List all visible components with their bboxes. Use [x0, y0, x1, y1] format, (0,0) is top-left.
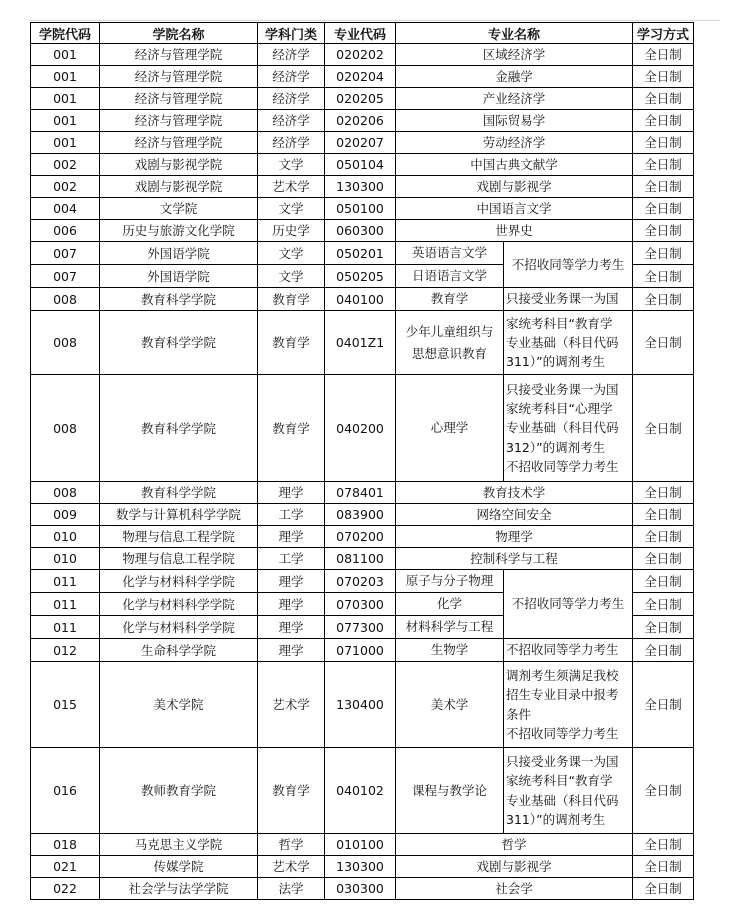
cell-category: 工学: [258, 548, 325, 570]
cell-college-name: 物理与信息工程学院: [100, 526, 258, 548]
cell-major-name: 课程与教学论: [396, 748, 504, 834]
major-name-line: 思想意识教育: [411, 345, 487, 361]
cell-college-name: 经济与管理学院: [100, 110, 258, 132]
cell-major-code: 040200: [325, 375, 396, 482]
cell-category: 教育学: [258, 288, 325, 311]
cell-major-name: 戏剧与影视学: [396, 856, 633, 878]
cell-college-code: 001: [31, 110, 100, 132]
cell-major-name: 区域经济学: [396, 44, 633, 66]
cell-study-mode: 全日制: [633, 88, 694, 110]
cell-study-mode: 全日制: [633, 265, 694, 288]
cell-major-code: 020202: [325, 44, 396, 66]
cell-major-code: 070300: [325, 593, 396, 616]
cell-college-name: 戏剧与影视学院: [100, 176, 258, 198]
note-line: 条件: [506, 706, 532, 722]
cell-study-mode: 全日制: [633, 66, 694, 88]
note-line: 只接受业务课一为国: [506, 381, 619, 397]
note-line: 311）”的调剂考生: [506, 811, 606, 827]
cell-major-name: 教育学: [396, 288, 504, 311]
cell-major-name: 世界史: [396, 220, 633, 242]
cell-college-code: 008: [31, 375, 100, 482]
header-college-code: 学院代码: [31, 23, 100, 44]
note-line: 不招收同等学力考生: [506, 725, 619, 741]
cell-category: 经济学: [258, 132, 325, 154]
cell-major-name: 心理学: [396, 375, 504, 482]
cell-study-mode: 全日制: [633, 878, 694, 900]
cell-category: 艺术学: [258, 662, 325, 748]
cell-study-mode: 全日制: [633, 198, 694, 220]
cell-category: 文学: [258, 154, 325, 176]
cell-major-code: 081100: [325, 548, 396, 570]
cell-college-name: 物理与信息工程学院: [100, 548, 258, 570]
note-line: 家统考科目“教育学: [506, 773, 613, 789]
note-line: 只接受业务课一为国: [506, 754, 619, 770]
cell-major-code: 130300: [325, 856, 396, 878]
cell-major-name: 劳动经济学: [396, 132, 633, 154]
cell-major-code: 070203: [325, 570, 396, 593]
table-row: [31, 154, 694, 176]
cell-category: 历史学: [258, 220, 325, 242]
cell-study-mode: 全日制: [633, 662, 694, 748]
cell-college-code: 001: [31, 66, 100, 88]
cell-note: [504, 570, 633, 639]
note-line: 311）”的调剂考生: [506, 354, 606, 370]
cell-category: 理学: [258, 570, 325, 593]
table-row: [31, 878, 694, 900]
cell-category: 理学: [258, 526, 325, 548]
cell-major-code: 050104: [325, 154, 396, 176]
header-college-name: 学院名称: [100, 23, 258, 44]
cell-study-mode: 全日制: [633, 311, 694, 375]
cell-major-code: 020206: [325, 110, 396, 132]
cell-college-name: 经济与管理学院: [100, 88, 258, 110]
table-row: [31, 526, 694, 548]
cell-study-mode: 全日制: [633, 504, 694, 526]
cell-study-mode: 全日制: [633, 288, 694, 311]
cell-major-code: 060300: [325, 220, 396, 242]
cell-category: 教育学: [258, 311, 325, 375]
cell-college-name: 教育科学学院: [100, 375, 258, 482]
table-row: [31, 220, 694, 242]
cell-category: 经济学: [258, 110, 325, 132]
cell-college-code: 007: [31, 265, 100, 288]
table-row: [31, 504, 694, 526]
table-row: [31, 242, 694, 265]
cell-major-code: 050100: [325, 198, 396, 220]
cell-college-code: 009: [31, 504, 100, 526]
page-top-rule: [30, 20, 720, 21]
cell-major-name: 国际贸易学: [396, 110, 633, 132]
cell-study-mode: 全日制: [633, 748, 694, 834]
cell-college-name: 传媒学院: [100, 856, 258, 878]
cell-college-name: 数学与计算机科学学院: [100, 504, 258, 526]
table-row: [31, 311, 694, 375]
cell-study-mode: 全日制: [633, 616, 694, 639]
cell-college-code: 001: [31, 44, 100, 66]
table-row: [31, 66, 694, 88]
cell-note: [504, 242, 633, 288]
cell-note: [504, 311, 633, 375]
table-row: [31, 482, 694, 504]
table-body: [31, 44, 694, 900]
cell-college-code: 004: [31, 198, 100, 220]
cell-study-mode: 全日制: [633, 110, 694, 132]
cell-note: [504, 748, 633, 834]
admission-table: [30, 22, 694, 900]
cell-category: 文学: [258, 265, 325, 288]
note-line: 专业基础（科目代码: [506, 420, 619, 436]
cell-major-code: 130300: [325, 176, 396, 198]
cell-major-code: 040100: [325, 288, 396, 311]
cell-college-name: 经济与管理学院: [100, 66, 258, 88]
cell-category: 工学: [258, 504, 325, 526]
cell-college-code: 018: [31, 834, 100, 856]
cell-college-name: 文学院: [100, 198, 258, 220]
cell-study-mode: 全日制: [633, 570, 694, 593]
cell-college-name: 化学与材料科学学院: [100, 570, 258, 593]
cell-study-mode: 全日制: [633, 856, 694, 878]
cell-major-code: 050201: [325, 242, 396, 265]
table-row: [31, 834, 694, 856]
note-line: 不招收同等学力考生: [511, 596, 625, 612]
cell-study-mode: 全日制: [633, 44, 694, 66]
cell-major-name: [396, 311, 504, 375]
cell-study-mode: 全日制: [633, 375, 694, 482]
cell-study-mode: 全日制: [633, 834, 694, 856]
note-line: 家统考科目“教育学: [506, 315, 613, 331]
header-major-code: 专业代码: [325, 23, 396, 44]
cell-college-name: 戏剧与影视学院: [100, 154, 258, 176]
cell-category: 文学: [258, 198, 325, 220]
cell-major-name: 生物学: [396, 639, 504, 662]
cell-college-code: 008: [31, 311, 100, 375]
table-row: [31, 748, 694, 834]
cell-category: 理学: [258, 482, 325, 504]
cell-major-code: 071000: [325, 639, 396, 662]
table-row: [31, 88, 694, 110]
cell-study-mode: 全日制: [633, 132, 694, 154]
cell-college-code: 007: [31, 242, 100, 265]
cell-category: 理学: [258, 639, 325, 662]
cell-college-name: 外国语学院: [100, 265, 258, 288]
cell-major-name: 网络空间安全: [396, 504, 633, 526]
cell-college-name: 马克思主义学院: [100, 834, 258, 856]
table-row: [31, 856, 694, 878]
cell-college-code: 006: [31, 220, 100, 242]
cell-major-name: 产业经济学: [396, 88, 633, 110]
cell-college-code: 002: [31, 176, 100, 198]
table-row: [31, 288, 694, 311]
cell-major-name: 材料科学与工程: [396, 616, 504, 639]
cell-major-code: 077300: [325, 616, 396, 639]
cell-category: 理学: [258, 593, 325, 616]
cell-college-code: 011: [31, 570, 100, 593]
major-name-line: 少年儿童组织与: [405, 323, 494, 339]
cell-study-mode: 全日制: [633, 242, 694, 265]
cell-college-code: 012: [31, 639, 100, 662]
cell-major-code: 078401: [325, 482, 396, 504]
note-line: 专业基础（科目代码: [506, 334, 619, 350]
cell-major-code: 040102: [325, 748, 396, 834]
cell-major-name: 日语语言文学: [396, 265, 504, 288]
cell-study-mode: 全日制: [633, 220, 694, 242]
cell-category: 经济学: [258, 66, 325, 88]
cell-college-code: 015: [31, 662, 100, 748]
cell-major-code: 130400: [325, 662, 396, 748]
cell-category: 理学: [258, 616, 325, 639]
cell-college-name: 历史与旅游文化学院: [100, 220, 258, 242]
cell-college-code: 021: [31, 856, 100, 878]
cell-major-code: 020207: [325, 132, 396, 154]
cell-college-code: 008: [31, 482, 100, 504]
cell-study-mode: 全日制: [633, 639, 694, 662]
table-row: [31, 639, 694, 662]
cell-college-code: 001: [31, 132, 100, 154]
cell-category: 哲学: [258, 834, 325, 856]
cell-note: [504, 288, 633, 311]
cell-study-mode: 全日制: [633, 176, 694, 198]
cell-major-name: 物理学: [396, 526, 633, 548]
cell-major-name: 教育技术学: [396, 482, 633, 504]
cell-major-code: 020205: [325, 88, 396, 110]
cell-study-mode: 全日制: [633, 593, 694, 616]
cell-major-code: 050205: [325, 265, 396, 288]
cell-category: 法学: [258, 878, 325, 900]
cell-college-name: 化学与材料科学学院: [100, 593, 258, 616]
header-major-name: 专业名称: [396, 23, 633, 44]
cell-major-code: 083900: [325, 504, 396, 526]
cell-college-code: 008: [31, 288, 100, 311]
note-line: 只接受业务课一为国: [506, 291, 619, 307]
cell-note: [504, 662, 633, 748]
cell-college-name: 化学与材料科学学院: [100, 616, 258, 639]
cell-category: 艺术学: [258, 856, 325, 878]
cell-major-name: 哲学: [396, 834, 633, 856]
cell-major-code: 070200: [325, 526, 396, 548]
cell-college-name: 经济与管理学院: [100, 44, 258, 66]
cell-major-code: 030300: [325, 878, 396, 900]
cell-category: 教育学: [258, 748, 325, 834]
table-row: [31, 375, 694, 482]
cell-category: 艺术学: [258, 176, 325, 198]
cell-college-name: 教育科学学院: [100, 311, 258, 375]
cell-major-name: 中国语言文学: [396, 198, 633, 220]
note-line: 不招收同等学力考生: [506, 642, 619, 658]
cell-major-name: 戏剧与影视学: [396, 176, 633, 198]
cell-college-name: 外国语学院: [100, 242, 258, 265]
note-line: 专业基础（科目代码: [506, 792, 619, 808]
cell-major-name: 中国古典文献学: [396, 154, 633, 176]
note-line: 312）”的调剂考生: [506, 439, 606, 455]
cell-note: [504, 639, 633, 662]
cell-major-name: 英语语言文学: [396, 242, 504, 265]
table-row: [31, 44, 694, 66]
cell-college-code: 011: [31, 616, 100, 639]
cell-study-mode: 全日制: [633, 526, 694, 548]
cell-major-code: 020204: [325, 66, 396, 88]
note-line: 不招收同等学力考生: [511, 256, 625, 272]
cell-major-name: 社会学: [396, 878, 633, 900]
cell-category: 经济学: [258, 44, 325, 66]
cell-college-name: 经济与管理学院: [100, 132, 258, 154]
table-row: [31, 110, 694, 132]
note-line: 家统考科目“心理学: [506, 401, 613, 417]
header-category: 学科门类: [258, 23, 325, 44]
table-header-row: [31, 23, 694, 44]
cell-study-mode: 全日制: [633, 548, 694, 570]
cell-major-name: 原子与分子物理: [396, 570, 504, 593]
cell-major-name: 美术学: [396, 662, 504, 748]
cell-major-code: 010100: [325, 834, 396, 856]
cell-study-mode: 全日制: [633, 482, 694, 504]
cell-college-code: 010: [31, 548, 100, 570]
cell-college-name: 美术学院: [100, 662, 258, 748]
cell-college-code: 002: [31, 154, 100, 176]
cell-college-name: 社会学与法学学院: [100, 878, 258, 900]
cell-category: 文学: [258, 242, 325, 265]
note-line: 不招收同等学力考生: [506, 458, 619, 474]
cell-college-code: 010: [31, 526, 100, 548]
table-row: [31, 198, 694, 220]
cell-college-name: 教师教育学院: [100, 748, 258, 834]
cell-college-code: 016: [31, 748, 100, 834]
cell-note: [504, 375, 633, 482]
cell-college-code: 011: [31, 593, 100, 616]
cell-college-code: 001: [31, 88, 100, 110]
cell-college-name: 生命科学学院: [100, 639, 258, 662]
table-row: [31, 662, 694, 748]
cell-study-mode: 全日制: [633, 154, 694, 176]
cell-major-name: 化学: [396, 593, 504, 616]
table-row: [31, 132, 694, 154]
cell-college-name: 教育科学学院: [100, 482, 258, 504]
cell-college-code: 022: [31, 878, 100, 900]
table-row: [31, 570, 694, 593]
cell-category: 教育学: [258, 375, 325, 482]
cell-major-code: 0401Z1: [325, 311, 396, 375]
table-row: [31, 176, 694, 198]
cell-major-name: 控制科学与工程: [396, 548, 633, 570]
note-line: 调剂考生须满足我校: [506, 668, 619, 684]
note-line: 招生专业目录中报考: [506, 687, 619, 703]
header-study-mode: 学习方式: [633, 23, 694, 44]
cell-college-name: 教育科学学院: [100, 288, 258, 311]
table-row: [31, 548, 694, 570]
cell-major-name: 金融学: [396, 66, 633, 88]
cell-category: 经济学: [258, 88, 325, 110]
